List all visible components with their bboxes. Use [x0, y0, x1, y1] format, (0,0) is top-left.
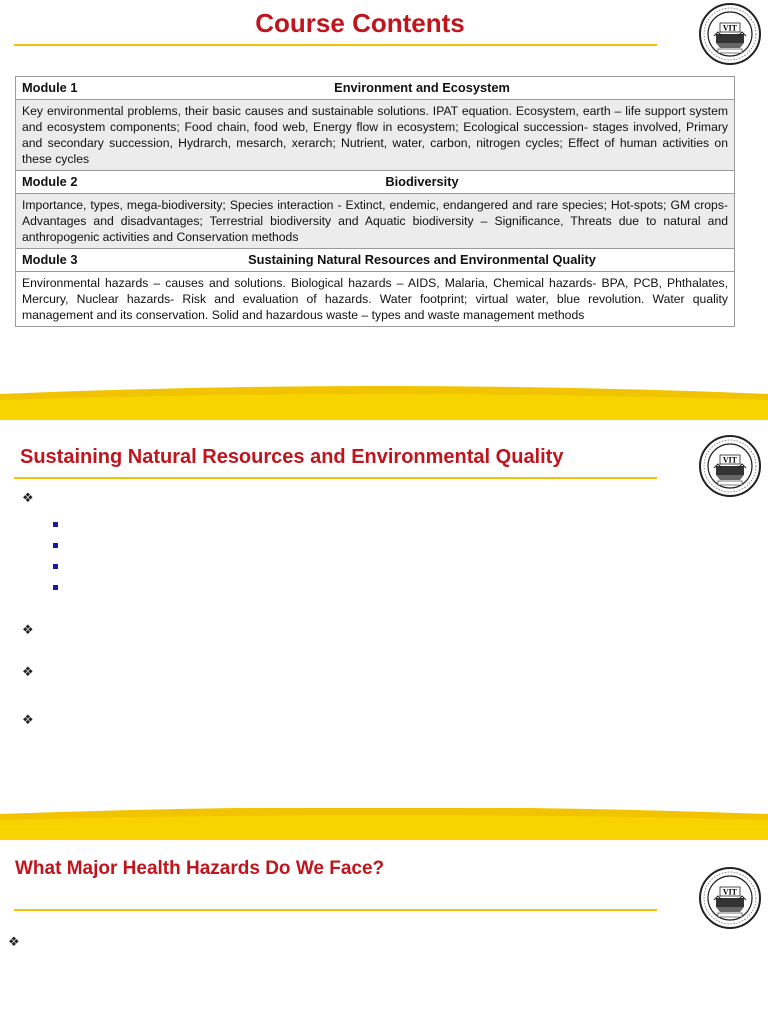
slide-title: Course Contents [255, 8, 465, 38]
module-label: Module 3 [22, 252, 78, 267]
diamond-bullet-icon: ❖ [22, 712, 34, 727]
title-underline [14, 44, 657, 46]
module-header-row [16, 171, 735, 194]
module-title: Environment and Ecosystem [334, 80, 510, 95]
module-description-row [16, 194, 735, 249]
diamond-bullet-icon: ❖ [22, 622, 34, 637]
university-seal-logo [698, 866, 762, 930]
slide-title: What Major Health Hazards Do We Face? [15, 858, 385, 879]
module-header-row [16, 77, 735, 100]
module-label: Module 1 [22, 80, 78, 95]
title-underline [14, 477, 657, 479]
module-description: Key environmental problems, their basic causes and sustainable solutions. IPAT equation. Ecosystem, earth – life support system and ecosystem components; Food chain, food web, Energy flow in ecosystem; Ecological succession- stages involved, Primary and secondary succession, Hydrarch, mesarch, xerarch; Nutrient, water, carbon, nitrogen cycles; Effect of human activities on these cycles [16, 100, 735, 171]
square-bullet-icon [53, 543, 58, 548]
square-bullet-icon [53, 585, 58, 590]
module-title: Sustaining Natural Resources and Environmental Quality [248, 252, 596, 267]
university-seal-logo [698, 2, 762, 66]
slide-health-hazards [0, 840, 768, 1024]
course-contents-table [15, 76, 735, 327]
diamond-bullet-icon: ❖ [22, 664, 34, 679]
yellow-wave-band [0, 808, 768, 840]
module-description-row-highlighted [16, 272, 735, 327]
yellow-wave-band [0, 386, 768, 420]
module-description: Importance, types, mega-biodiversity; Species interaction - Extinct, endemic, endangered and rare species; Hot-spots; GM crops- Advantages and disadvantages; Terrestrial biodiversity and Aquatic biodiversity – Significance, Threats due to natural and anthropogenic activities and Conservation methods [16, 194, 735, 249]
title-underline [14, 909, 657, 911]
university-seal-logo [698, 434, 762, 498]
module-label: Module 2 [22, 174, 78, 189]
diamond-bullet-icon: ❖ [22, 490, 34, 505]
module-header-row [16, 249, 735, 272]
square-bullet-icon [53, 522, 58, 527]
diamond-bullet-icon: ❖ [8, 934, 20, 949]
slide-course-contents [0, 0, 768, 420]
module-description: Environmental hazards – causes and solutions. Biological hazards – AIDS, Malaria, Chemical hazards- BPA, PCB, Phthalates, Mercury, Nuclear hazards- Risk and evaluation of hazards. Water footprint; virtual water, blue revolution. Water quality management and its conservation. Solid and hazardous waste – types and waste management methods [16, 272, 735, 327]
slide-sustaining-resources [0, 420, 768, 840]
slide-title: Sustaining Natural Resources and Environmental Quality [20, 446, 564, 468]
module-description-row [16, 100, 735, 171]
square-bullet-icon [53, 564, 58, 569]
module-title: Biodiversity [385, 174, 459, 189]
